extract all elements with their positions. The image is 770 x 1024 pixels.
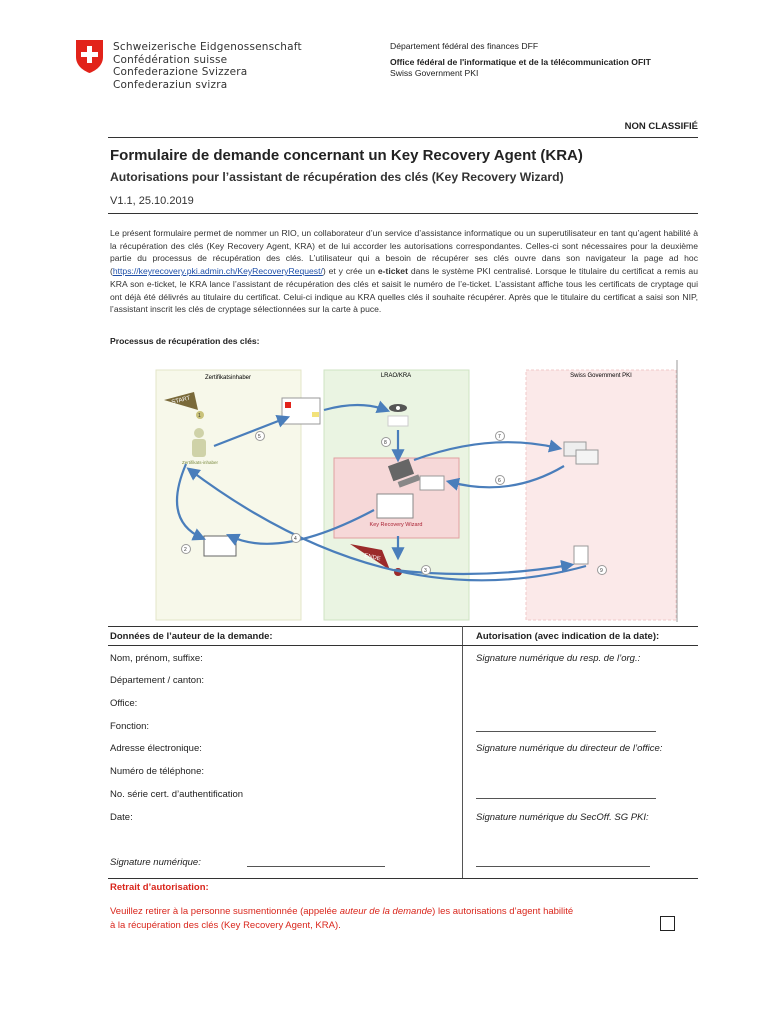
field-email[interactable]: Adresse électronique: <box>110 743 202 754</box>
email-document-icon <box>282 398 320 424</box>
form-bottom-divider <box>108 878 698 879</box>
department-name: Département fédéral des finances DFF <box>390 41 539 51</box>
secoff-signature-label: Signature numérique du SecOff. SG PKI: <box>476 812 649 823</box>
org-signature-label: Signature numérique du resp. de l’org.: <box>476 653 641 664</box>
page-title: Formulaire de demande concernant un Key Recovery Agent (KRA) <box>110 147 583 164</box>
start-label: START <box>171 395 192 406</box>
office-name: Office fédéral de l'informatique et de la télécommunication OFIT <box>390 57 651 67</box>
org-signature-line[interactable] <box>476 731 656 732</box>
page-subtitle: Autorisations pour l’assistant de récupération des clés (Key Recovery Wizard) <box>110 170 564 184</box>
field-phone[interactable]: Numéro de téléphone: <box>110 766 205 777</box>
ticket-document-icon <box>204 536 236 556</box>
field-function[interactable]: Fonction: <box>110 721 150 732</box>
logo-line: Confederazione Svizzera <box>113 66 248 79</box>
form-column-divider <box>462 626 463 878</box>
version-label: V1.1, 25.10.2019 <box>110 195 194 207</box>
revocation-text <box>110 905 580 933</box>
field-cert-serial[interactable]: No. série cert. d’authentification <box>110 789 244 800</box>
applicant-heading: Données de l’auteur de la demande: <box>110 631 273 642</box>
secoff-signature-line[interactable] <box>476 866 650 867</box>
revocation-heading: Retrait d’autorisation: <box>110 882 209 893</box>
logo-line: Confederaziun svizra <box>113 78 228 91</box>
revocation-checkbox[interactable] <box>660 916 675 931</box>
revocation-text-emphasis: auteur de la demande <box>339 906 433 917</box>
authorization-heading: Autorisation (avec indication de la date): <box>476 631 660 642</box>
field-office[interactable]: Office: <box>110 698 138 709</box>
step-7-label: 7 <box>498 434 501 440</box>
holder-label: Zertifikats-inhaber <box>181 460 219 465</box>
header-divider <box>108 137 698 138</box>
eticket-term: e-ticket <box>377 266 408 277</box>
applicant-signature-line[interactable] <box>247 866 385 867</box>
key-recovery-link[interactable]: https://keyrecovery.pki.admin.ch/KeyRecoveryRequest/ <box>112 266 323 277</box>
revocation-text-part: ) les autorisations d’agent habilité à la récupération des clés (Key Recovery Agent, KRA). <box>110 906 574 931</box>
step-5-label: 5 <box>258 434 261 440</box>
lane-pki <box>526 370 676 620</box>
swiss-coat-of-arms-icon <box>75 39 104 74</box>
intro-text: ) et y crée un <box>322 266 378 277</box>
unit-name: Swiss Government PKI <box>390 68 479 78</box>
logo-line: Schweizerische Eidgenossenschaft <box>113 41 302 53</box>
confederation-wordmark <box>113 41 302 91</box>
step-8-label: 8 <box>384 440 387 446</box>
step-2-label: 2 <box>184 547 187 553</box>
wizard-screen-icon <box>377 494 413 518</box>
applicant-signature-label: Signature numérique: <box>110 857 201 868</box>
department-block <box>390 41 651 79</box>
director-signature-label: Signature numérique du directeur de l’office: <box>476 743 663 754</box>
step-9-label: 9 <box>600 568 603 574</box>
title-divider <box>108 213 698 214</box>
wizard-label: Key Recovery Wizard <box>369 522 423 528</box>
process-heading: Processus de récupération des clés: <box>110 336 260 346</box>
director-signature-line[interactable] <box>476 798 656 799</box>
revocation-text-part: Veuillez retirer à la personne susmentionnée (appelée <box>110 906 340 917</box>
intro-text: Le présent formulaire permet de nommer un RIO, un collaborateur d’un service d’assistance informatique ou un superutilisateur en tant qu’agent habilité à la récupération des clés (Key Recovery Agent, KRA) et de lui accorder les autorisations correspondantes. Celles-ci sont nécessaires pour la deuxième partie du processus de récupération des clés. L’utilisateur qui a besoin de récupérer ses clés ouvre dans son navigateur la page ad hoc ( <box>110 228 698 277</box>
field-date[interactable]: Date: <box>110 812 133 823</box>
field-name[interactable]: Nom, prénom, suffixe: <box>110 653 203 664</box>
process-diagram <box>150 360 690 622</box>
classification-label: NON CLASSIFIÉ <box>624 121 698 132</box>
intro-text: dans le système PKI centralisé. Lorsque le titulaire du certificat a remis au KRA son e-ticket, le KRA lance l’assistant de récupération des clés et saisit le numéro de l’e-ticket. L’assistant affiche tous les certificats de cryptage qui ont déjà été délivrés au titulaire du certificat. Celui-ci indique au KRA quelles clés il souhaite récupérer. Après que le titulaire du certificat a saisi son NIP, l’assistant inscrit les clés de cryptage sélectionnées sur la carte à puce. <box>110 266 698 315</box>
smartcard-icon <box>420 476 444 490</box>
end-label: ENDE <box>363 553 382 563</box>
step-6-label: 6 <box>498 478 501 484</box>
intro-paragraph <box>110 227 698 316</box>
step-4-label: 4 <box>294 536 297 542</box>
lane-pki-label: Swiss Government PKI <box>570 373 632 379</box>
form-heading-divider <box>108 645 698 646</box>
form-top-divider <box>108 626 698 627</box>
lane-holder-label: Zertifikatsinhaber <box>204 375 252 381</box>
step-1-label: 1 <box>198 413 201 419</box>
logo-line: Confédération suisse <box>113 53 228 66</box>
pki-document-icon <box>574 546 588 564</box>
lane-kra-label: LRAO/KRA <box>380 373 412 379</box>
field-department[interactable]: Département / canton: <box>110 675 204 686</box>
step-3-label: 3 <box>424 568 427 574</box>
